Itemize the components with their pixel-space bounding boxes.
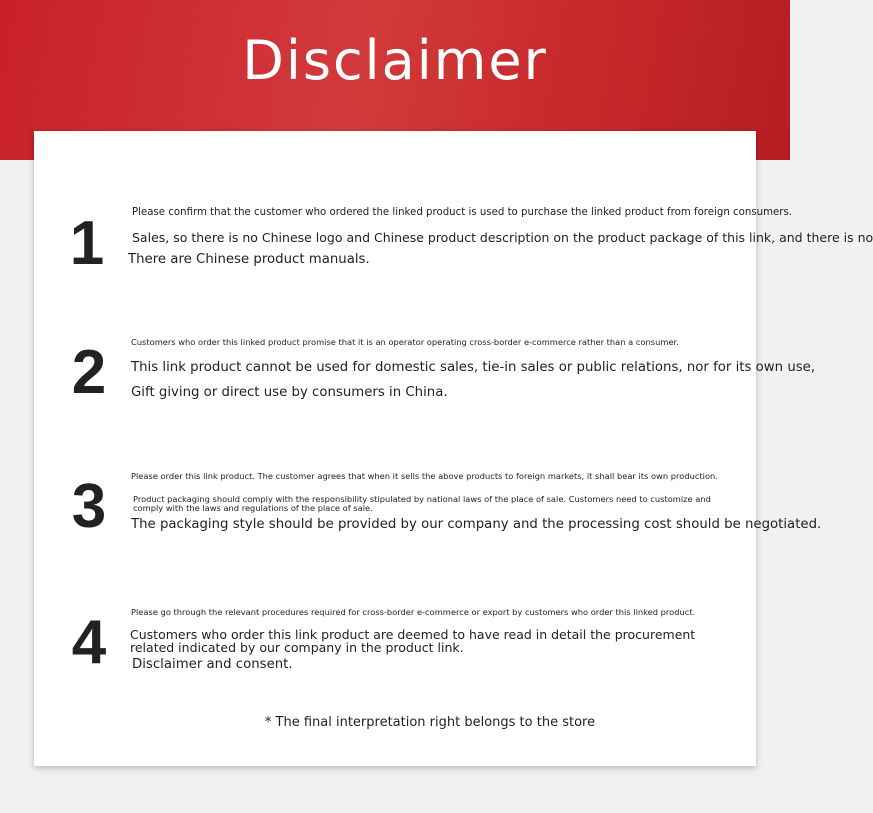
item-line: Please order this link product. The customer agrees that when it sells the above products to foreign markets, it shall bear its own production.	[131, 471, 718, 481]
item-number: 1	[69, 209, 105, 278]
item-number: 2	[71, 338, 107, 407]
item-line: Please confirm that the customer who ordered the linked product is used to purchase the linked product from foreign consumers.	[132, 207, 793, 218]
page-title: Disclaimer	[242, 29, 548, 92]
item-number: 3	[71, 472, 107, 541]
item-line: Customers who order this link product are deemed to have read in detail the procurement related indicated by our company in the product link.	[130, 627, 696, 656]
disclaimer-card	[34, 131, 873, 766]
item-number: 4	[71, 608, 107, 677]
item-line: Gift giving or direct use by consumers in China.	[131, 385, 448, 400]
item-line: The packaging style should be provided by our company and the processing cost should be negotiated.	[131, 517, 822, 532]
item-line: This link product cannot be used for domestic sales, tie-in sales or public relations, nor for its own use,	[131, 360, 816, 375]
item-line: Disclaimer and consent.	[132, 657, 293, 672]
item-line: Customers who order this linked product promise that it is an operator operating cross-border e-commerce rather than a consumer.	[131, 337, 679, 347]
footnote: * The final interpretation right belongs to the store	[264, 715, 596, 730]
item-line: Product packaging should comply with the responsibility stipulated by national laws of the place of sale. Customers need to customize and comply with the laws and regulations of the place of sale.	[133, 494, 711, 513]
item-line: Please go through the relevant procedures required for cross-border e-commerce or export by customers who order this linked product.	[131, 607, 696, 617]
item-line: Sales, so there is no Chinese logo and Chinese product description on the product package of this link, and there is no	[132, 230, 873, 245]
item-line: There are Chinese product manuals.	[128, 252, 370, 267]
